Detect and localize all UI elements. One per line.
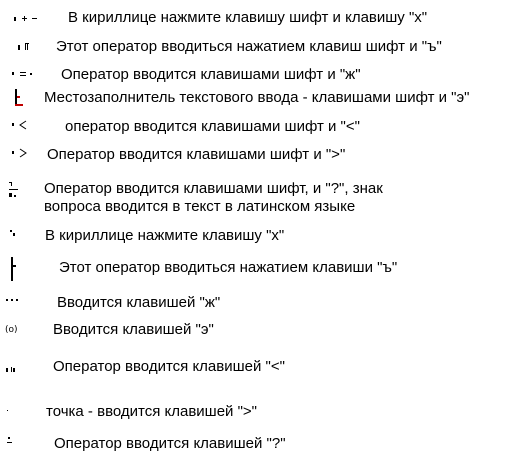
greater-than-operator-icon [8,147,32,159]
row-text: Оператор вводится клавишами шифт и ">" [47,146,346,163]
svg-text:(o): (o) [5,325,18,334]
zhe-key-icon [4,295,24,305]
cyrillic-xa-operator-icon [12,14,40,24]
row-text: Вводится клавишей "ж" [57,294,221,311]
hard-sign-shift-operator-icon [12,41,40,53]
zhe-shift-operator-icon [8,69,38,79]
hard-sign-key-icon [6,256,20,282]
question-key-icon [4,436,18,448]
dot-key-icon [4,406,16,416]
row-text: Оператор вводится клавишами шифт и "ж" [61,66,361,83]
less-than-key-icon [4,363,20,375]
row-text: Оператор вводится клавишами шифт, и "?", знак вопроса вводится в текст в латинском языке [44,180,383,215]
row-text: В кириллице нажмите клавишу шифт и клавишу "х" [68,9,428,26]
row-text: оператор вводится клавишами шифт и "<" [65,118,360,135]
e-key-icon [4,322,20,334]
row-text: Этот оператор вводиться нажатием клавиш шифт и "ъ" [56,38,442,55]
row-text: точка - вводится клавишей ">" [46,403,258,420]
text-placeholder-icon [10,88,26,108]
row-text: Вводится клавишей "э" [53,321,214,338]
question-operator-icon [6,180,24,202]
row-text: Оператор вводится клавишей "<" [53,358,285,375]
row-text: Этот оператор вводиться нажатием клавиши "ъ" [59,259,398,276]
row-text: В кириллице нажмите клавишу "х" [45,227,285,244]
cyrillic-xa-key-icon [6,228,20,240]
row-text: Оператор вводится клавишей "?" [54,435,286,452]
less-than-operator-icon [8,119,32,131]
row-text: Местозаполнитель текстового ввода - клавишами шифт и "э" [44,89,470,106]
